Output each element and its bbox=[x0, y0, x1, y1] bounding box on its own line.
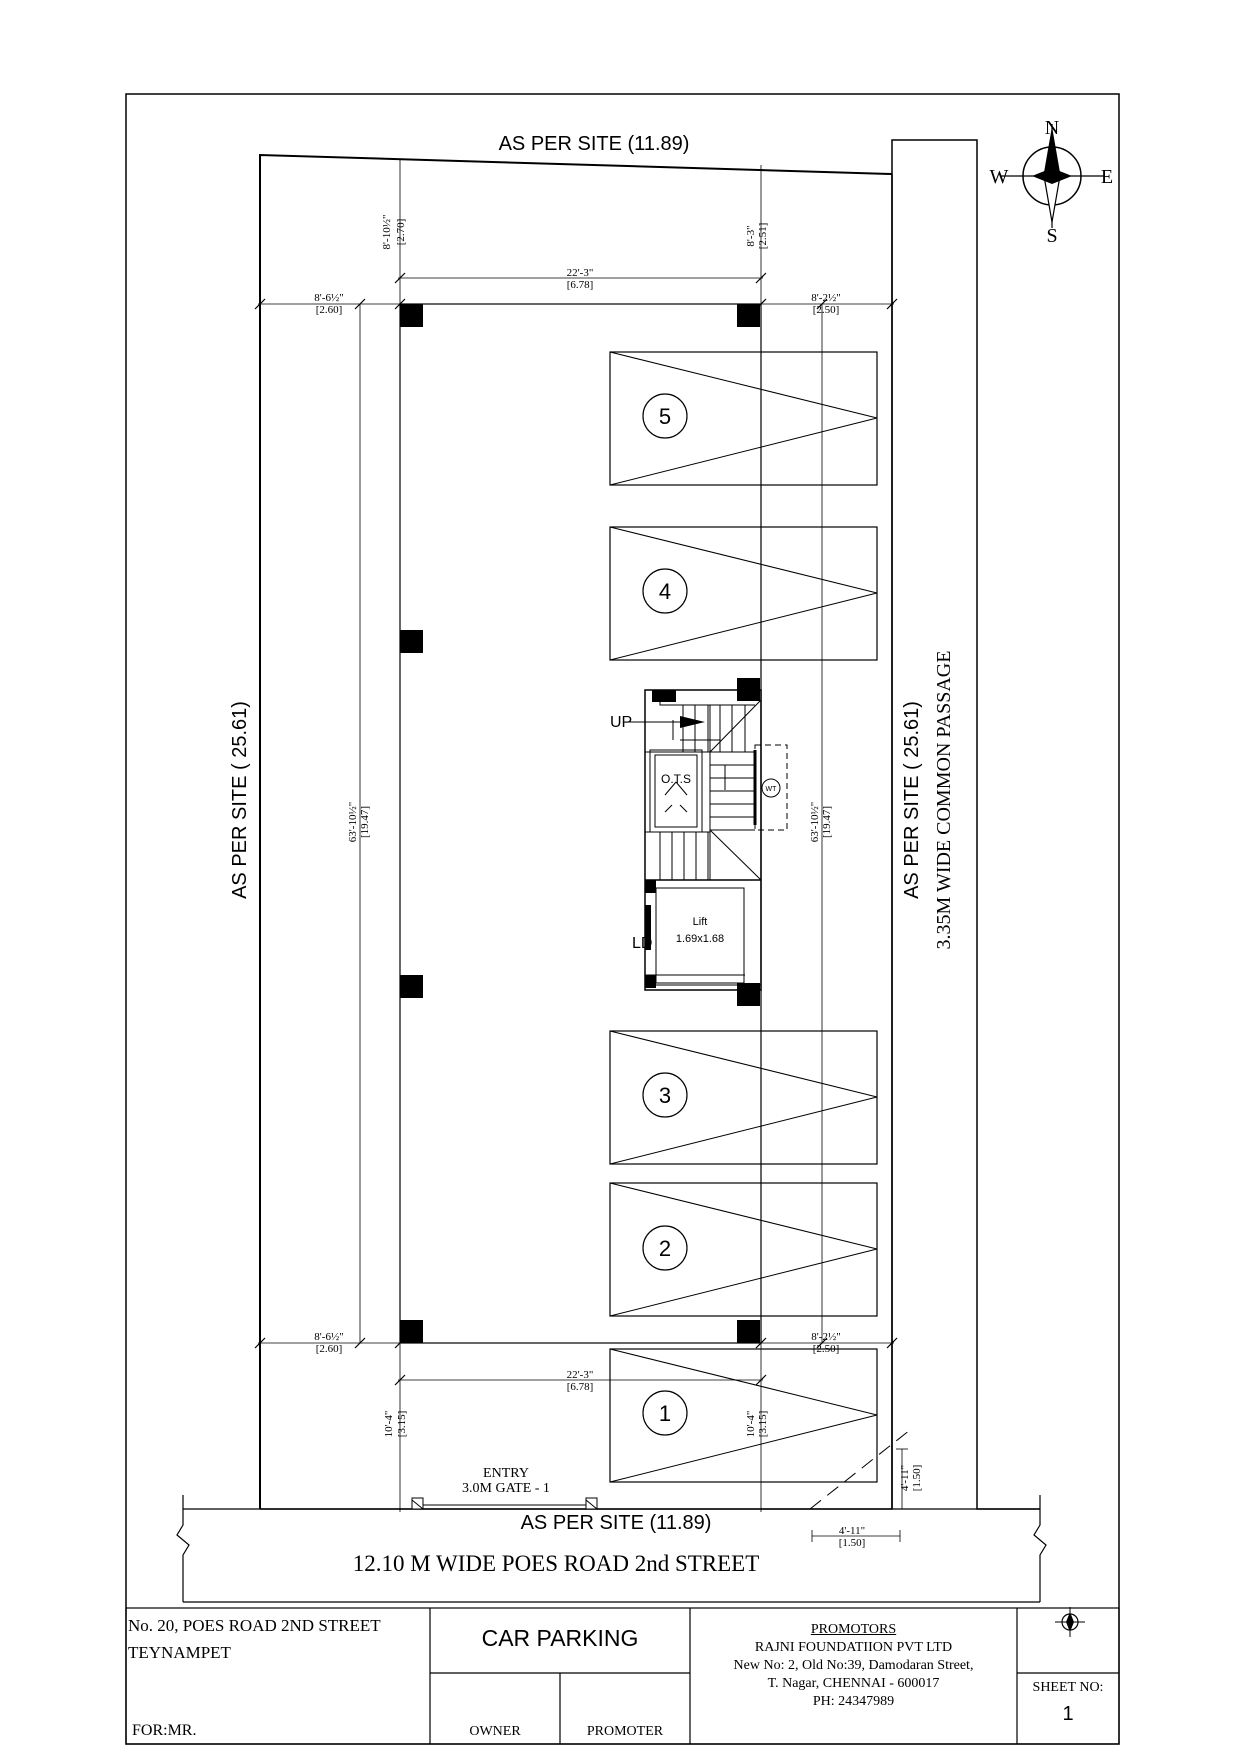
compass-e: E bbox=[1100, 166, 1114, 188]
dim-top-width-m: [6.78] bbox=[566, 279, 594, 291]
entry-label: ENTRY bbox=[483, 1466, 529, 1481]
compass-icon bbox=[990, 117, 1114, 247]
up-arrow-head bbox=[680, 716, 705, 728]
dim-side-left-top: 8'-6½" bbox=[314, 292, 344, 304]
lift-door-label: LD bbox=[632, 935, 653, 952]
lift-label: Lift bbox=[692, 916, 708, 928]
promoter-company: RAJNI FOUNDATIION PVT LTD bbox=[754, 1640, 953, 1655]
parking-bay-1 bbox=[610, 1349, 877, 1482]
parking-bay-3 bbox=[610, 1031, 877, 1164]
compass-w: W bbox=[989, 166, 1009, 188]
project-address-line1: No. 20, POES ROAD 2ND STREET bbox=[128, 1616, 381, 1635]
sheet-no-label: SHEET NO: bbox=[1032, 1680, 1104, 1695]
parking-bay-2 bbox=[610, 1183, 877, 1316]
top-boundary-label: AS PER SITE (11.89) bbox=[498, 133, 690, 155]
dim-side-left-bottom: 8'-6½" bbox=[314, 1331, 344, 1343]
owner-label: OWNER bbox=[469, 1724, 521, 1739]
dim-length-right: 63'-10½" bbox=[809, 801, 821, 843]
dim-bottom-width: 22'-3" bbox=[566, 1369, 594, 1381]
ots-label: O.T.S bbox=[660, 772, 692, 786]
common-passage-label: 3.35M WIDE COMMON PASSAGE bbox=[933, 650, 955, 950]
dim-side-right-bottom-m: [2.50] bbox=[812, 1343, 840, 1355]
dim-side-right-top-m: [2.50] bbox=[812, 304, 840, 316]
dim-top-setback-left-m: [2.70] bbox=[395, 218, 407, 246]
core-columns bbox=[645, 880, 656, 988]
building-outline bbox=[400, 304, 761, 1343]
columns bbox=[400, 304, 760, 1343]
dim-front-left: 10'-4" bbox=[383, 1410, 395, 1438]
compass-s: S bbox=[1046, 225, 1058, 247]
gate-label: 3.0M GATE - 1 bbox=[462, 1481, 550, 1496]
bottom-boundary-label: AS PER SITE (11.89) bbox=[520, 1512, 712, 1534]
bay-5-number: 5 bbox=[658, 404, 672, 429]
dim-length-left: 63'-10½" bbox=[347, 801, 359, 843]
promoter-label: PROMOTER bbox=[586, 1724, 664, 1739]
dim-side-left-bottom-m: [2.60] bbox=[315, 1343, 343, 1355]
dim-splay-vertical-m: [1.50] bbox=[911, 1464, 923, 1492]
dim-top-setback-left: 8'-10½" bbox=[381, 214, 393, 250]
promotors-heading: PROMOTORS bbox=[810, 1622, 897, 1637]
compass-n: N bbox=[1044, 117, 1060, 139]
dim-front-right-m: [3.15] bbox=[757, 1410, 769, 1438]
sheet-number: 1 bbox=[1062, 1703, 1074, 1725]
bay-3-number: 3 bbox=[658, 1083, 672, 1108]
promoter-address-line2: T. Nagar, CHENNAI - 600017 bbox=[767, 1676, 940, 1691]
parking-bay-4 bbox=[610, 527, 877, 660]
entry-gate bbox=[412, 1498, 597, 1509]
bay-1-number: 1 bbox=[658, 1401, 672, 1426]
wt-label: WT bbox=[765, 786, 777, 793]
dim-side-right-top: 8'-2½" bbox=[811, 292, 841, 304]
dim-top-width: 22'-3" bbox=[566, 267, 594, 279]
mini-compass-icon bbox=[1055, 1607, 1085, 1637]
dim-length-right-m: [19.47] bbox=[821, 805, 833, 839]
road-label: 12.10 M WIDE POES ROAD 2nd STREET bbox=[352, 1551, 760, 1576]
dim-front-right: 10'-4" bbox=[745, 1410, 757, 1438]
road-break-right bbox=[1034, 1495, 1046, 1602]
sheet-title: CAR PARKING bbox=[481, 1625, 639, 1651]
parking-bay-5 bbox=[610, 352, 877, 485]
dim-splay-horizontal-m: [1.50] bbox=[838, 1537, 866, 1549]
up-label: UP bbox=[610, 714, 633, 731]
lift-size: 1.69x1.68 bbox=[675, 933, 725, 945]
sheet-border bbox=[126, 94, 1119, 1744]
dim-bottom-width-m: [6.78] bbox=[566, 1381, 594, 1393]
promoter-phone: PH: 24347989 bbox=[812, 1694, 895, 1709]
promoter-address-line1: New No: 2, Old No:39, Damodaran Street, bbox=[733, 1658, 974, 1673]
bay-2-number: 2 bbox=[658, 1236, 672, 1261]
dim-top-setback-right: 8'-3" bbox=[745, 225, 757, 247]
bay-4-number: 4 bbox=[658, 579, 672, 604]
dim-splay-vertical: 4'-11" bbox=[899, 1464, 911, 1492]
splay-line bbox=[810, 1430, 910, 1509]
left-boundary-label: AS PER SITE ( 25.61) bbox=[229, 701, 251, 899]
dim-splay-horizontal: 4'-11" bbox=[838, 1525, 866, 1537]
road-break-left bbox=[177, 1495, 189, 1602]
dim-side-right-bottom: 8'-2½" bbox=[811, 1331, 841, 1343]
dim-length-left-m: [19.47] bbox=[359, 805, 371, 839]
dim-front-left-m: [3.15] bbox=[396, 1410, 408, 1438]
project-address-line2: TEYNAMPET bbox=[128, 1643, 231, 1662]
dim-top-setback-right-m: [2.51] bbox=[757, 222, 769, 250]
right-boundary-label: AS PER SITE ( 25.61) bbox=[901, 701, 923, 899]
dim-side-left-top-m: [2.60] bbox=[315, 304, 343, 316]
for-label: FOR:MR. bbox=[132, 1722, 197, 1739]
